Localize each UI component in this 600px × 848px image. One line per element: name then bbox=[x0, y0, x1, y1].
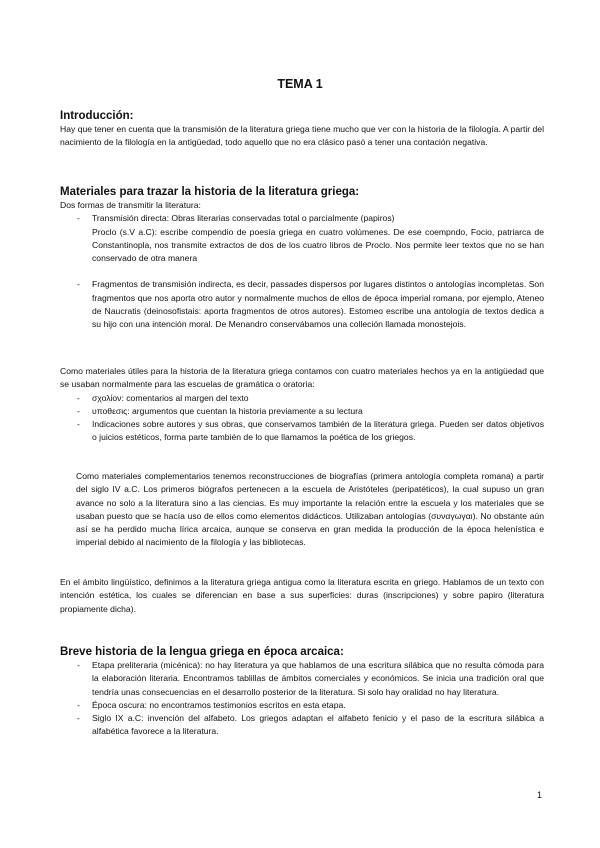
list-item-text: Siglo IX a.C: invención del alfabeto. Los griegos adaptan el alfabeto fenicio y el paso de la escritura silábica a alfabética favorece a la literatura. bbox=[92, 713, 544, 737]
list-item bbox=[60, 392, 544, 405]
materials-lead: Dos formas de transmitir la literatura: bbox=[60, 200, 201, 210]
list-item-text: σχολίον: comentarios al margen del texto bbox=[92, 392, 249, 403]
transmission-list bbox=[60, 212, 544, 331]
list-item bbox=[60, 659, 544, 699]
list-item bbox=[60, 418, 544, 445]
list-item-text: Etapa preliteraria (micénica): no hay literatura ya que hablamos de una escritura silábica que no resulta cómoda para la elaboración literaria. Encontramos tablillas de ámbitos comerciales y económicos. Se inicia una tradición oral que tendría unas consecuencias en el desarrollo posterior de la literatura. Si solo hay oralidad no hay literatura. bbox=[92, 660, 544, 697]
linguistic-text: En el ámbito lingüístico, definimos a la literatura griega antigua como la literatura escrita en griego. Hablamos de un texto con intención estética, los cuales se diferencian en base a sus superficies: duras (inscripciones) y sobre papiro (literatura propiamente dicha). bbox=[60, 577, 544, 614]
list-item-text: Fragmentos de transmisión indirecta, es decir, passades dispersos por lugares distintos o antologías incompletas. Son fragmentos que nos aporta otro autor y normalmente muchos de ellos de época imperial romana, por ejemplo, Ateneo de Naucratis (deinosofistais: aporta fragmentos de otros autores). Estomeo escribe una antología de textos dedica a su hijo con una intención moral. De Menandro conservábamos una colleción llamada monostejois. bbox=[92, 279, 544, 330]
history-heading: Breve historia de la lengua griega en época arcaica: bbox=[60, 646, 344, 658]
materials-heading: Materiales para trazar la historia de la literatura griega: bbox=[60, 186, 360, 198]
list-item bbox=[60, 226, 544, 266]
history-list bbox=[60, 659, 544, 739]
list-dash: - bbox=[77, 660, 80, 670]
list-dash: - bbox=[77, 713, 80, 724]
page-title: TEMA 1 bbox=[277, 77, 323, 91]
list-dash: - bbox=[77, 279, 80, 290]
useful-materials-section bbox=[60, 365, 544, 445]
list-item-text: Indicaciones sobre autores y sus obras, que conservamos también de la literatura griega. Pueden ser datos objetivos o juicios estéticos, forma parte también de lo que llamamos la poética de los griegos. bbox=[92, 419, 544, 443]
materials-section bbox=[60, 186, 544, 332]
list-dash: - bbox=[77, 213, 80, 224]
page-number: 1 bbox=[536, 790, 542, 800]
list-dash: - bbox=[77, 699, 80, 710]
complementary-section bbox=[60, 470, 544, 550]
intro-heading: Introducción: bbox=[60, 110, 134, 122]
complementary-text: Como materiales complementarios tenemos reconstrucciones de biografías (primera antología completa romana) a partir del siglo IV a.C. Los primeros biógrafos pertenecen a la escuela de Aristóteles (peripatéticos), la cual supuso un gran avance no solo a la literatura sino a las ciencias. Es muy importante la relación entre la escuela y los materiales que se usaban puesto que se hacía uso de ellos como elementos didácticos. Utilizaban antologías (συναγωγαι). No obstante aún así se ha perdido mucha lírica arcaica, aunque se conserva en gran medida la producción de la época helenística e imperial debido al nacimiento de la filología y las bibliotecas. bbox=[76, 471, 544, 548]
list-item-text: Transmisión directa: Obras literarias conservadas total o parcialmente (papiros) bbox=[92, 213, 395, 224]
list-item-text: Época oscura: no encontramos testimonios escritos en esta etapa. bbox=[92, 699, 346, 710]
intro-section bbox=[60, 110, 544, 150]
list-dash: - bbox=[77, 405, 80, 416]
history-section bbox=[60, 646, 544, 739]
useful-list bbox=[60, 392, 544, 445]
list-item bbox=[60, 278, 544, 331]
proclo-text: Proclo (s.V a.C): escribe compendio de poesía griega en cuatro volúmenes. De ese coempndo, Focio, patriarca de Constantinopla, nos transmite extractos de dos de los cuatro libros de Proclo. Nos permite leer textos que no se han conservado de otra manera bbox=[92, 226, 544, 264]
linguistic-section bbox=[60, 576, 544, 616]
list-item bbox=[60, 699, 544, 712]
list-item-text: υποθεσις: argumentos que cuentan la historia previamente a su lectura bbox=[92, 405, 363, 416]
list-dash: - bbox=[77, 419, 80, 430]
list-dash: - bbox=[77, 392, 80, 403]
useful-intro: Como materiales útiles para la historia de la literatura griega contamos con cuatro materiales hechos ya en la antigüedad que se usaban normalmente para las escuelas de gramática o oratoria: bbox=[60, 366, 544, 390]
list-item bbox=[60, 712, 544, 739]
list-item bbox=[60, 405, 544, 418]
intro-text: Hay que tener en cuenta que la transmisión de la literatura griega tiene mucho que ver con la historia de la filología. A partir del nacimiento de la filología en la antigüedad, todo aquello que no era clásico pasó a tener una contación negativa. bbox=[60, 124, 544, 148]
list-item bbox=[60, 212, 544, 225]
